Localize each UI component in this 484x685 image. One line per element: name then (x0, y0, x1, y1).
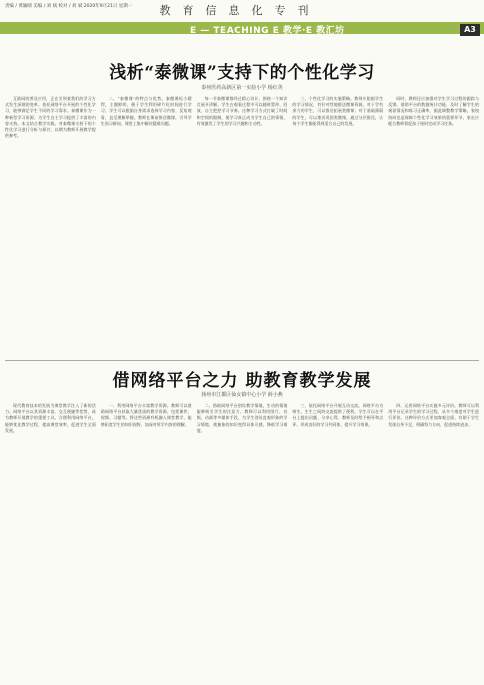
section-title: E — TEACHING E 教学·E 教汇坊 (190, 26, 345, 36)
article2-column: 四、运用网络平台实施多元评价。教师可以利用平台记录学生的学习过程，从多个维度对学生进行评价。这种评价方式更加客观全面，有助于学生发现自身不足，明确努力方向，促进持续进步。 (388, 403, 479, 427)
article1-column: 每一节泰微课都经过精心设计，围绕一个知识点展开讲解。学生在观看过程中可以随时暂停、回放，自主把控学习节奏。这种学习方式打破了时间和空间的限制，使学习真正成为学生自己的事情，有效激发了学生的学习兴趣和主动性。 (196, 96, 288, 126)
page-code: A3 (460, 24, 480, 36)
article1-headline: 浅析“泰微课”支持下的个性化学习 (109, 63, 375, 83)
masthead-banner (0, 0, 484, 22)
article2-column: 二、借助网络平台创设教学情境。生动的情境能够吸引学生的注意力。教师可以利用图片、音频、动画等多媒体手段，为学生创设直观形象的学习情境，使抽象的知识变得具体可感，降低学习难度。 (196, 403, 288, 433)
article2-byline: 扬州市江都区仙女镇中心小学 薛小燕 (201, 392, 283, 398)
publication-info: 责编 / 黄颖晴 美编 / 刘 斌 校对 / 刘 斌 2020年9月21日 星期一 (5, 4, 133, 9)
article1-byline: 泰州医药高新区第一实验小学 杨红英 (201, 85, 283, 91)
article1-column: 二、“泰微课”的特点与优势。泰微课短小精悍，主题鲜明，便于学生利用碎片化时间进行学习。学生可以根据自身需求选择学习内容，反复观看，直至理解掌握。教师在课前推送微课，引导学生预习新知，课堂上集中解决疑难问题。 (100, 96, 192, 126)
article1-column: 同时，教师还应加强对学生学习过程的跟踪与反馈。借助平台的数据统计功能，及时了解学生的观看情况和练习正确率，据此调整教学策略。家校协同也是保障个性化学习效果的重要环节，家长应配合教师督促孩子按时完成学习任务。 (388, 96, 479, 126)
article2-column: 一、利用网络平台丰富教学资源。教师可以借助网络平台获取大量优质的教学资源，包括课件、视频、习题等。将这些资源有机融入课堂教学，能够拓宽学生的知识视野，加深对所学内容的理解。 (100, 403, 192, 427)
article2-body (5, 403, 479, 681)
article2-column: 现代教育技术的发展为课堂教学注入了新的活力。网络平台以其资源丰富、交互便捷等优势，成为教师开展教学的重要工具。合理利用网络平台，能够优化教学过程，提高课堂效率，促进学生全面发展。 (5, 403, 96, 433)
article2-column: 三、依托网络平台开展互动交流。网络平台为师生、生生之间的交流提供了便利。学生可以在平台上提出问题、分享心得，教师及时给予指导和点评，形成良好的学习共同体，提升学习效果。 (292, 403, 384, 427)
article2-headline: 借网络平台之力 助教育教学发展 (112, 371, 372, 391)
article-divider (5, 360, 479, 361)
article1-body (5, 96, 479, 354)
article1-column: 三、个性化学习的实施策略。教师应根据学生的学习情况，有针对性地推送微课资源。对于学有余力的学生，可以推送拓展类微课；对于基础薄弱的学生，可以推送巩固类微课。通过分层推送，让每个学生都能得到适合自己的发展。 (292, 96, 384, 126)
masthead-title: 教育信息化专刊 (159, 4, 321, 17)
article1-column: 互联网的普及应用，正在引领着我们的学习方式发生深刻的变革。依托网络平台开展的个性化学习，能够满足学生不同的学习需求。泰微课作为一种新型学习资源，为学生自主学习提供了丰富的内容支持。本文结合教学实践，对泰微课支持下的个性化学习进行分析与探讨，以期为教师开展教学提供参考。 (5, 96, 96, 139)
